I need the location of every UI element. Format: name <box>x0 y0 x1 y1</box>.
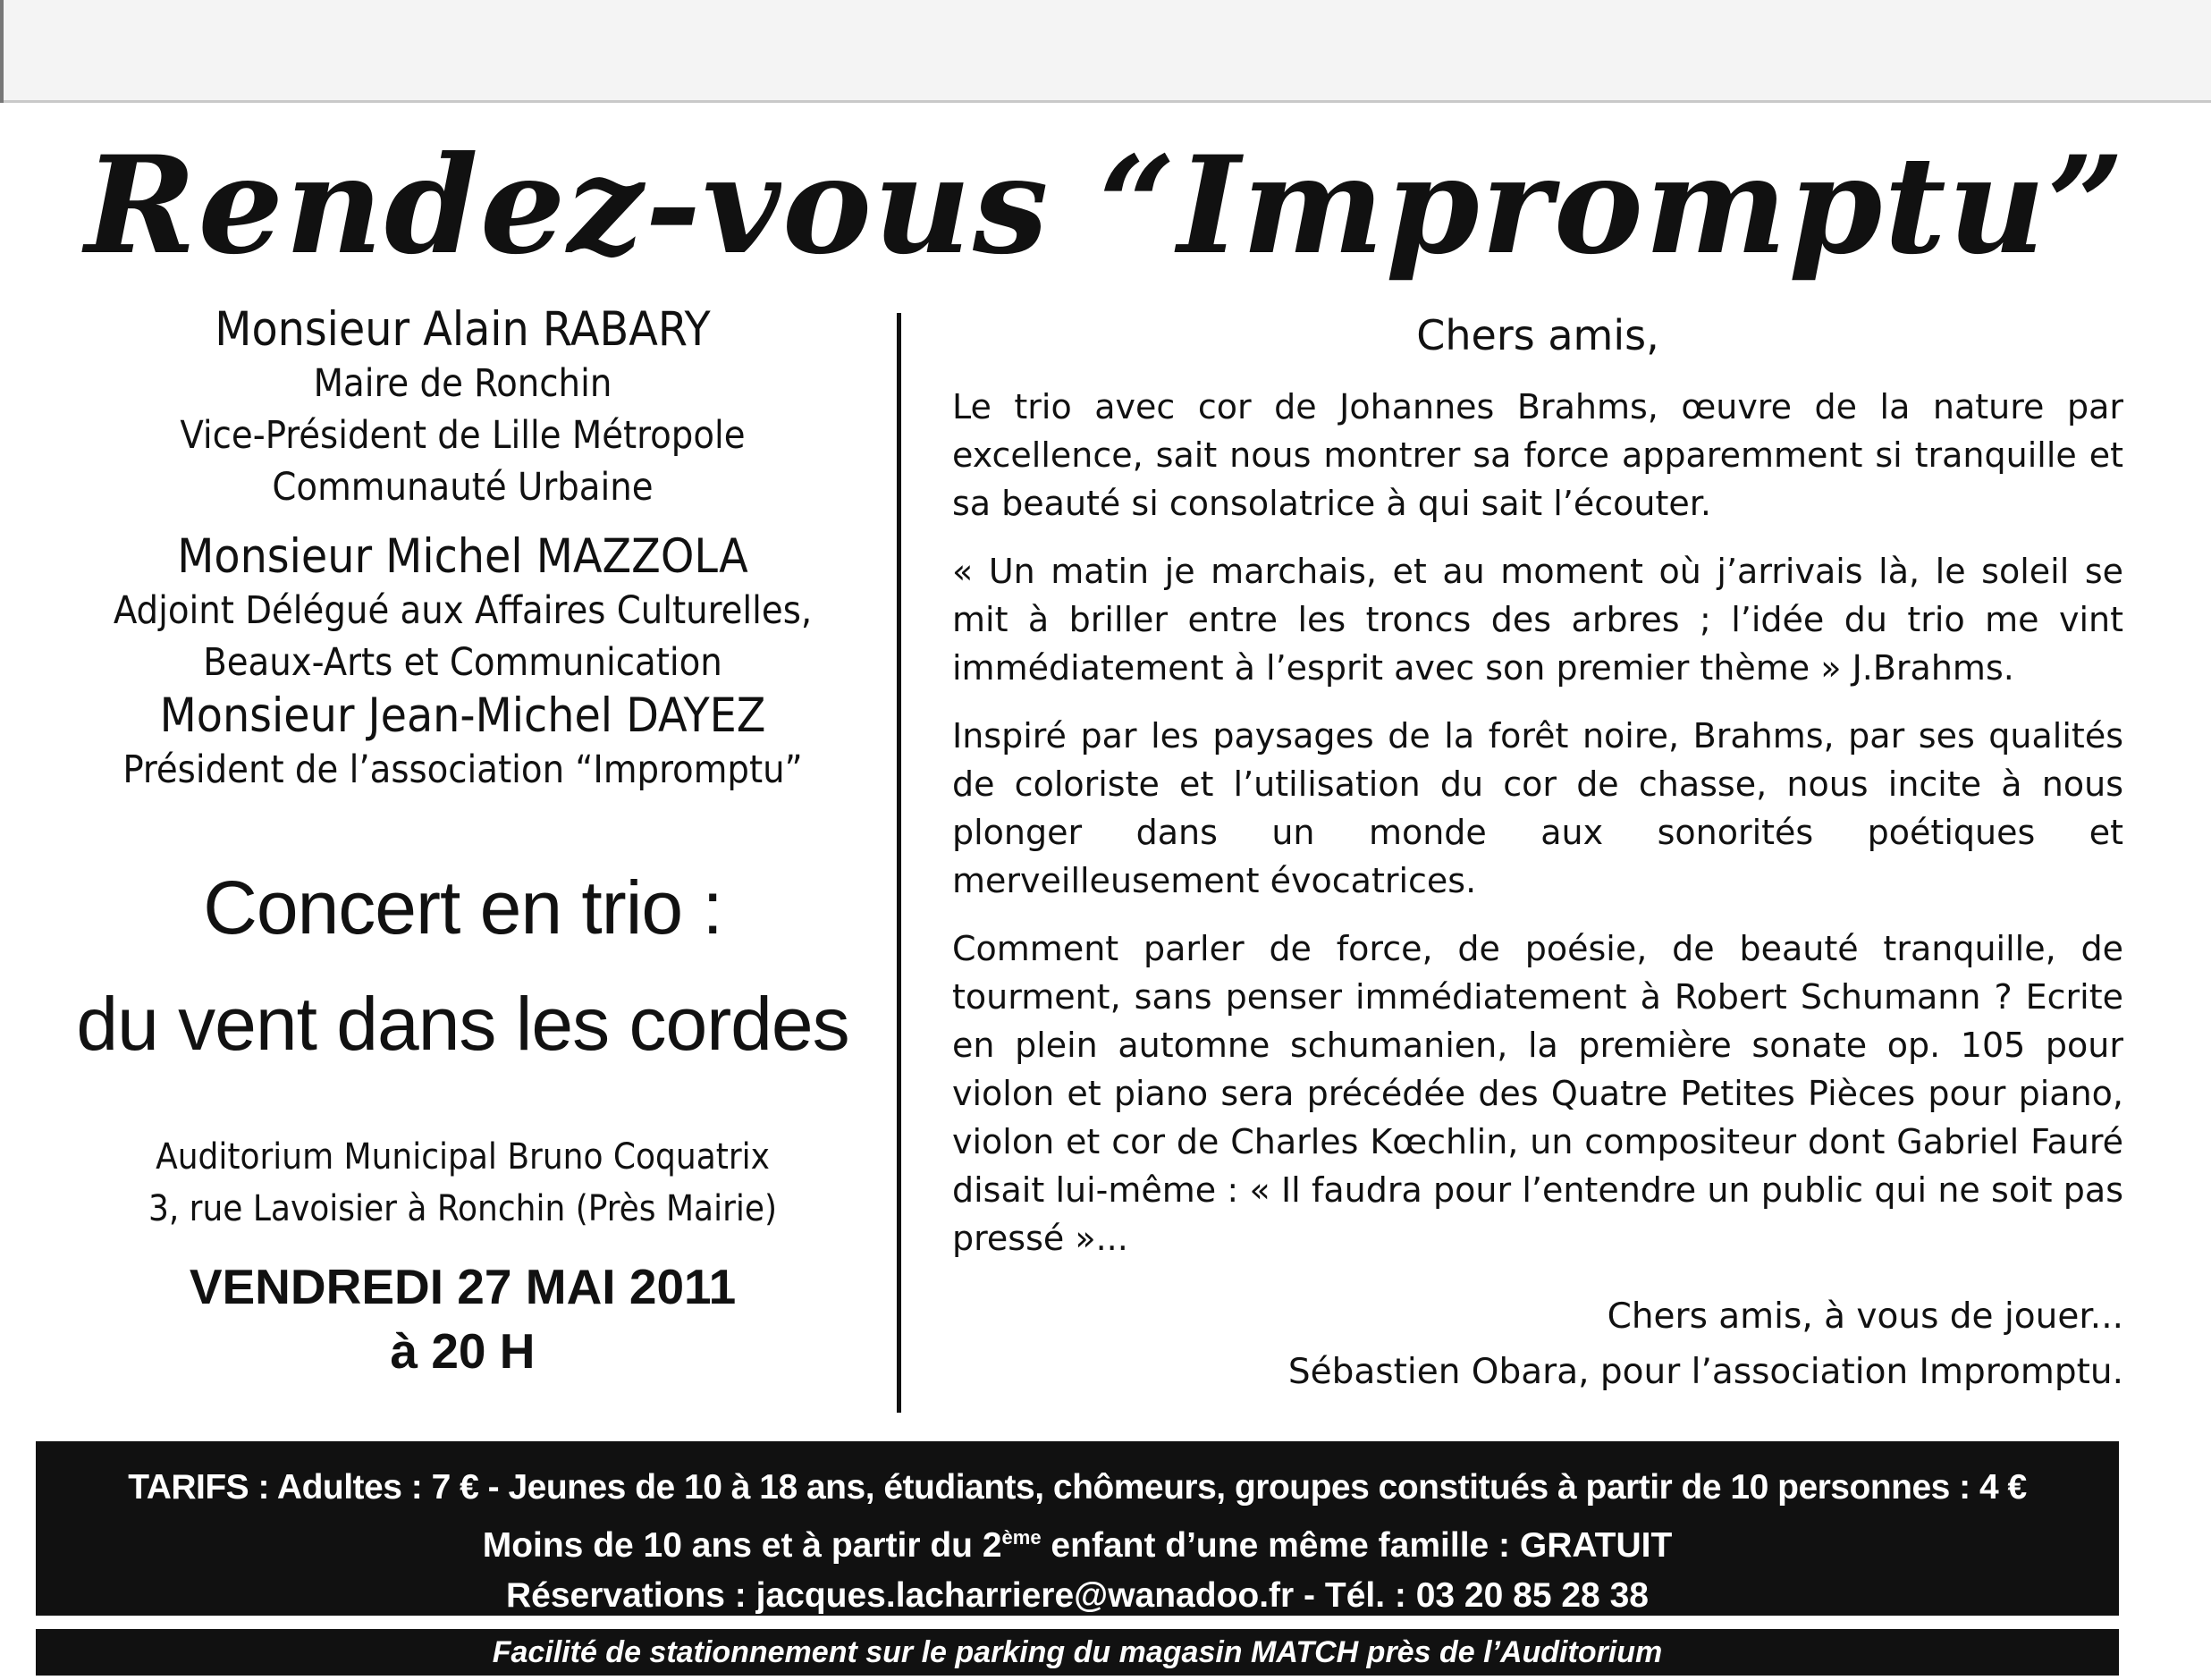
letter-paragraph: Le trio avec cor de Johannes Brahms, œuvre de la nature par excellence, sait nous montrer sa force apparemment si tranquille et sa beauté si consolatrice à qui sait l’écouter. <box>952 387 2123 523</box>
letter-signoff <box>952 1289 2123 1400</box>
official-block <box>36 529 890 688</box>
pricing-banner <box>36 1441 2119 1616</box>
pricing-line: TARIFS : Adultes : 7 € - Jeunes de 10 à 18 ans, étudiants, chômeurs, groupes constitués à partir de 10 personnes : 4 € <box>128 1468 2027 1507</box>
venue-address <box>36 1131 890 1235</box>
official-role: Beaux-Arts et Communication <box>203 640 722 685</box>
free-admission-line <box>36 1513 2119 1571</box>
reservation-label: Réservations : <box>506 1576 756 1615</box>
parking-banner: Facilité de stationnement sur le parking du magasin MATCH près de l’Auditorium <box>36 1629 2119 1676</box>
letter-paragraph: Comment parler de force, de poésie, de beauté tranquille, de tourment, sans penser immédiatement à Robert Schumann ? Ecrite en plein automne schumanien, la première sonate op. 105 pour violon et piano sera précédée des Quatre Petites Pièces pour piano, violon et cor de Charles Kœchlin, un compositeur dont Gabriel Fauré disait lui-même : « Il faudra pour l’entendre un public qui ne soit pas pressé »... <box>952 929 2123 1258</box>
letter-closing: Chers amis, à vous de jouer... <box>1607 1296 2123 1337</box>
concert-title-line: Concert en trio : <box>203 865 722 950</box>
concert-title-line: du vent dans les cordes <box>76 982 849 1066</box>
reservation-line <box>36 1571 2119 1621</box>
flyer-title: Rendez-vous “Impromptu” <box>84 127 2127 284</box>
scan-margin <box>0 0 2211 103</box>
left-column <box>36 302 890 1383</box>
event-time: à 20 H <box>390 1323 536 1379</box>
letter-paragraph: « Un matin je marchais, et au moment où j’arrivais là, le soleil se mit à briller entre les troncs des arbres ; l’idée du trio me vint immédiatement à l’esprit avec son premier thème » J.Brahms. <box>952 552 2123 688</box>
letter-column <box>952 304 2123 1400</box>
official-role: Adjoint Délégué aux Affaires Culturelles, <box>113 588 813 633</box>
free-admission-text: enfant d’une même famille : GRATUIT <box>1041 1526 1673 1565</box>
letter-paragraph: Inspiré par les paysages de la forêt noire, Brahms, par ses qualités de coloriste et l’utilisation du cor de chasse, nous incite à nous plonger dans un monde aux sonorités poétiques et merveilleusement évocatrices. <box>952 716 2123 900</box>
column-divider <box>897 313 901 1413</box>
reservation-separator: - Tél. : <box>1294 1576 1416 1615</box>
official-name: Monsieur Jean-Michel DAYEZ <box>159 688 766 743</box>
free-admission-text: Moins de 10 ans et à partir du 2 <box>482 1526 1002 1565</box>
official-name: Monsieur Michel MAZZOLA <box>177 529 748 584</box>
event-day: VENDREDI 27 MAI 2011 <box>189 1259 737 1314</box>
scan-edge-mark <box>0 0 4 103</box>
official-block <box>36 302 890 513</box>
letter-greeting: Chers amis, <box>1416 311 1659 359</box>
ordinal-suffix: ème <box>1001 1526 1042 1549</box>
official-role: Président de l’association “Impromptu” <box>122 747 803 792</box>
official-role: Vice-Président de Lille Métropole <box>180 413 746 458</box>
reservation-phone: 03 20 85 28 38 <box>1415 1576 1649 1615</box>
official-role: Communauté Urbaine <box>272 465 654 510</box>
official-block <box>36 688 890 796</box>
event-date <box>36 1254 890 1383</box>
official-name: Monsieur Alain RABARY <box>215 302 711 357</box>
venue-name: Auditorium Municipal Bruno Coquatrix <box>156 1136 770 1178</box>
official-role: Maire de Ronchin <box>313 361 612 406</box>
venue-street: 3, rue Lavoisier à Ronchin (Près Mairie) <box>148 1188 778 1229</box>
reservation-email: jacques.lacharriere@wanadoo.fr <box>755 1576 1295 1615</box>
letter-signature: Sébastien Obara, pour l’association Impromptu. <box>1287 1352 2123 1392</box>
concert-title <box>36 849 890 1082</box>
scan-edge-line <box>0 100 2211 103</box>
